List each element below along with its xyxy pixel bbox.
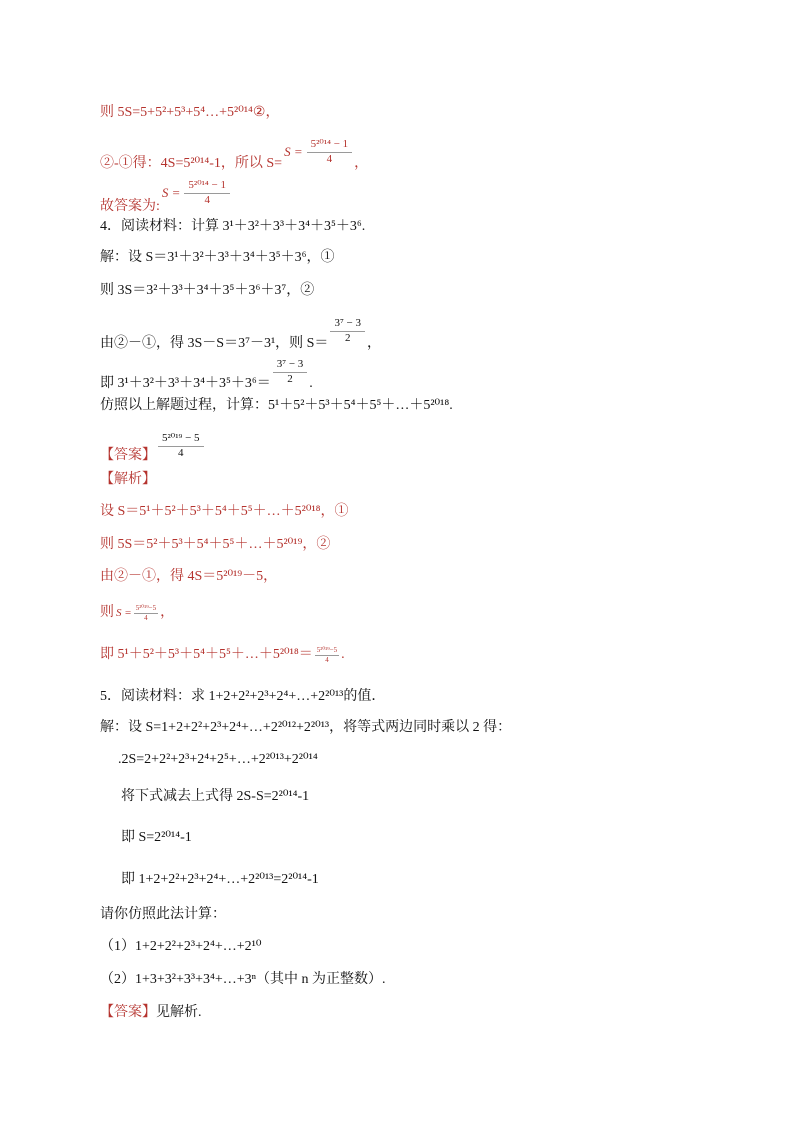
line-text: 解：设 S=1+2+2²+2³+2⁴+…+2²⁰¹²+2²⁰¹³，将等式两边同时乘以 2 得： [100,720,512,735]
line-text: 将下式减去上式得 2S-S=2²⁰¹⁴-1 [121,789,310,804]
p4-title [100,217,365,237]
line-punctuation: ， [354,156,369,172]
answer-label: 【答案】 [100,448,156,464]
line-punctuation: . [309,376,313,392]
p5-result [121,828,192,848]
line-text: 则 5S＝5²＋5³＋5⁴＋5⁵＋…＋5²⁰¹⁹，② [100,537,331,552]
p5-question-2 [100,970,386,990]
fraction-denominator: 4 [144,613,148,622]
line-text: 设 S＝5¹＋5²＋5³＋5⁴＋5⁵＋…＋5²⁰¹⁸，① [100,504,349,519]
p3-final-answer-line [100,179,232,215]
line-punctuation: ， [366,336,381,352]
fraction-numerator: 5²⁰¹⁴ − 1 [307,138,353,153]
p4-step-2 [100,281,314,301]
line-text: 则 3S＝3²＋3³＋3⁴＋3⁵＋3⁶＋3⁷，② [100,283,315,298]
line-text: 即 3¹＋3²＋3³＋3⁴＋3⁵＋3⁶＝ [100,376,271,392]
p5-intro [100,718,511,738]
fraction [184,179,230,207]
fraction-numerator: 5²⁰¹⁹ − 5 [158,432,204,447]
line-text: 即 1+2+2²+2³+2⁴+…+2²⁰¹³=2²⁰¹⁴-1 [121,872,319,887]
p4-step-4 [100,358,313,392]
fraction-denominator: 2 [344,332,351,344]
p4-analysis-step-2 [100,535,330,555]
formula [158,432,204,460]
formula-variable: S = [161,185,181,200]
p5-doubled [118,750,318,770]
p5-prompt [100,905,226,925]
fraction-numerator: 5²⁰¹⁹−5 [316,645,338,654]
line-text: 则 [100,605,114,620]
fraction-denominator: 4 [326,153,333,165]
fraction [315,646,339,664]
p3-subtract-line [100,138,369,172]
formula-variable: S = [284,144,303,159]
line-punctuation: . [341,647,345,662]
line-text: （1）1+2+2²+2³+2⁴+…+2¹⁰ [100,939,262,954]
formula [162,179,230,207]
line-text: 解：设 S＝3¹＋3²＋3³＋3⁴＋3⁵＋3⁶，① [100,250,335,265]
answer-label: 【答案】 [100,1005,156,1020]
fraction-numerator: 3⁷ − 3 [273,358,308,373]
line-text: 请你仿照此法计算： [100,907,226,922]
fraction [307,138,353,166]
p4-analysis-label [100,470,156,490]
fraction-numerator: 3⁷ − 3 [330,317,365,332]
fraction-denominator: 2 [287,373,293,385]
formula [315,646,339,664]
fraction-numerator: 5²⁰¹⁴ − 1 [184,179,230,194]
line-text: 即 5¹＋5²＋5³＋5⁴＋5⁵＋…＋5²⁰¹⁸＝ [100,647,313,662]
formula-variable: S = [116,606,132,619]
p4-analysis-step-5 [100,645,345,665]
p3-multiply-line [100,103,279,123]
formula [116,604,158,622]
line-text: （2）1+3+3²+3³+3⁴+…+3ⁿ（其中 n 为正整数）. [100,972,386,987]
p4-step-1 [100,248,335,268]
analysis-label: 【解析】 [100,472,156,487]
fraction [134,604,158,622]
p4-analysis-step-4 [100,603,174,623]
p5-title [100,687,385,707]
line-text: 5．阅读材料：求 1+2+2²+2³+2⁴+…+2²⁰¹³的值． [100,689,386,704]
line-text: .2S=2+2²+2³+2⁴+2⁵+…+2²⁰¹³+2²⁰¹⁴ [118,752,318,767]
line-text: 4．阅读材料：计算 3¹＋3²＋3³＋3⁴＋3⁵＋3⁶. [100,219,366,234]
line-text: ②-①得：4S=5²⁰¹⁴-1，所以 S= [100,156,283,172]
fraction [273,358,308,386]
p5-answer-line [100,1003,202,1023]
p5-question-1 [100,937,261,957]
formula [284,138,352,166]
p4-answer-line [100,432,206,464]
line-text: 故答案为: [100,199,160,215]
p4-analysis-step-3 [100,567,277,587]
formula [273,358,308,386]
p4-analysis-step-1 [100,502,349,522]
line-text: 仿照以上解题过程，计算：5¹＋5²＋5³＋5⁴＋5⁵＋…＋5²⁰¹⁸. [100,398,453,413]
fraction-denominator: 4 [178,447,184,459]
p5-subtract [121,787,309,807]
fraction-denominator: 4 [325,655,329,664]
p4-task [100,396,453,416]
p5-conclusion [121,870,319,890]
line-text: 即 S=2²⁰¹⁴-1 [121,830,192,845]
line-text: 由②－①，得 3S－S＝3⁷－3¹，则 S＝ [100,336,329,352]
fraction [158,432,204,460]
line-text: 由②－①，得 4S＝5²⁰¹⁹－5， [100,569,278,584]
fraction-denominator: 4 [204,194,210,206]
line-punctuation: ， [160,605,175,620]
p4-step-3 [100,317,381,352]
formula [330,317,365,345]
fraction [330,317,365,345]
answer-text: 见解析. [156,1005,202,1020]
line-text: 则 5S=5+5²+5³+5⁴…+5²⁰¹⁴②， [100,105,280,120]
fraction-numerator: 5²⁰¹⁹−5 [135,603,157,612]
